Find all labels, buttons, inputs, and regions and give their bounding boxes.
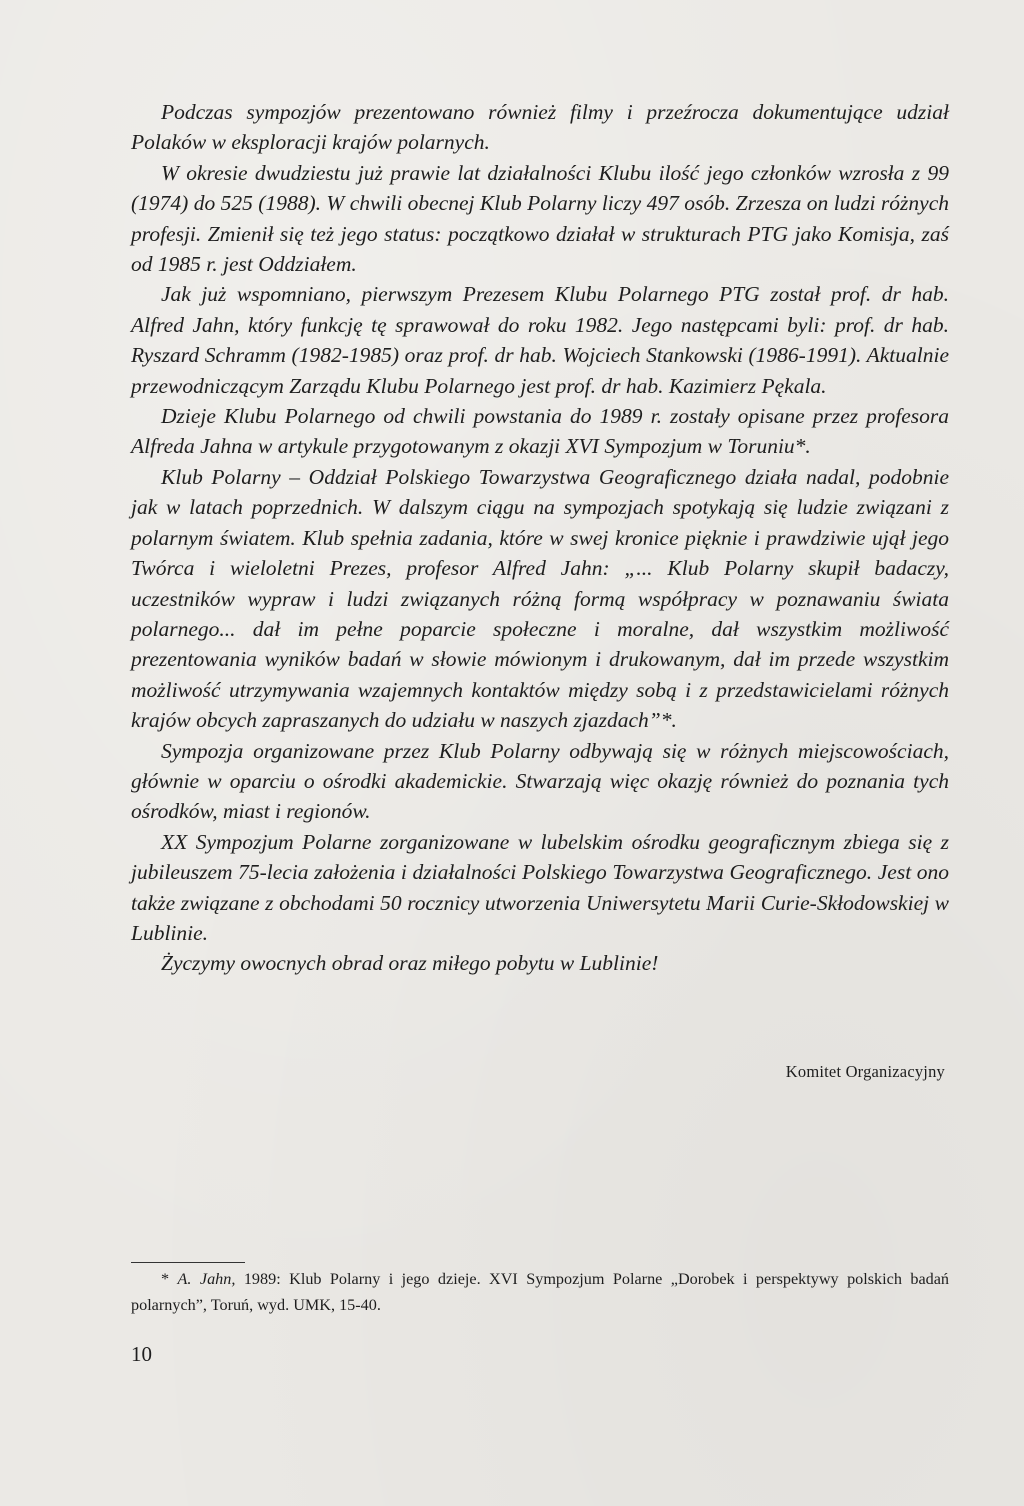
body-text: [131, 97, 949, 979]
paragraph-1: Podczas sympozjów prezentowano również filmy i przeźrocza dokumentujące udział Polaków w eksploracji krajów polarnych.: [131, 100, 949, 155]
paragraph-8: Życzymy owocnych obrad oraz miłego pobytu w Lublinie!: [161, 951, 659, 976]
footnote-text: 1989: Klub Polarny i jego dzieje. XVI Sympozjum Polarne „Dorobek i perspektywy polskich badań polarnych”, Toruń, wyd. UMK, 15-40.: [131, 1270, 950, 1314]
footnote-divider: [131, 1262, 245, 1263]
paragraph-2: W okresie dwudziestu już prawie lat działalności Klubu ilość jego członków wzrosła z 99 (1974) do 525 (1988). W chwili obecnej Klub Polarny liczy 497 osób. Zrzesza on ludzi różnych profesji. Zmienił się też jego status: początkowo działał w strukturach PTG jako Komisja, zaś od 1985 r. jest Oddziałem.: [131, 160, 949, 277]
page-number: 10: [131, 1342, 152, 1366]
paragraph-3: Jak już wspomniano, pierwszym Prezesem Klubu Polarnego PTG został prof. dr hab. Alfred Jahn, który funkcję tę sprawował do roku 1982. Jego następcami byli: prof. dr hab. Ryszard Schramm (1982-1985) oraz prof. dr hab. Wojciech Stankowski (1986-1991). Aktualnie przewodniczącym Zarządu Klubu Polarnego jest prof. dr hab. Kazimierz Pękala.: [131, 282, 949, 398]
footnote: [131, 1266, 949, 1318]
footnote-author: A. Jahn,: [177, 1270, 236, 1288]
paragraph-4: Dzieje Klubu Polarnego od chwili powstania do 1989 r. zostały opisane przez profesora Alfreda Jahna w artykule przygotowanym z okazji XVI Sympozjum w Toruniu*.: [131, 404, 949, 459]
signature: Komitet Organizacyjny: [785, 1062, 945, 1081]
paragraph-7: XX Sympozjum Polarne zorganizowane w lubelskim ośrodku geograficznym zbiega się z jubileuszem 75-lecia założenia i działalności Polskiego Towarzystwa Geograficznego. Jest ono także związane z obchodami 50 rocznicy utworzenia Uniwersytetu Marii Curie-Skłodowskiej w Lublinie.: [131, 829, 949, 945]
footnote-marker: *: [161, 1270, 178, 1288]
paragraph-5: Klub Polarny – Oddział Polskiego Towarzystwa Geograficznego działa nadal, podobnie jak w latach poprzednich. W dalszym ciągu na sympozjach spotykają się ludzie związani z polarnym światem. Klub spełnia zadania, które w swej kronice pięknie i prawdziwie ujął jego Twórca i wieloletni Prezes, profesor Alfred Jahn: „... Klub Polarny skupił badaczy, uczestników wypraw i ludzi związanych różną formą współpracy w poznawaniu świata polarnego... dał im pełne poparcie społeczne i moralne, dał wszystkim możliwość prezentowania wyników badań w słowie mówionym i drukowanym, dał im przede wszystkim możliwość utrzymywania wzajemnych kontaktów między sobą i z przedstawicielami różnych krajów obcych zapraszanych do udziału w naszych zjazdach”*.: [131, 464, 949, 733]
paragraph-6: Sympozja organizowane przez Klub Polarny odbywają się w różnych miejscowościach, głównie w oparciu o ośrodki akademickie. Stwarzają więc okazję również do poznania tych ośrodków, miast i regionów.: [131, 738, 949, 824]
